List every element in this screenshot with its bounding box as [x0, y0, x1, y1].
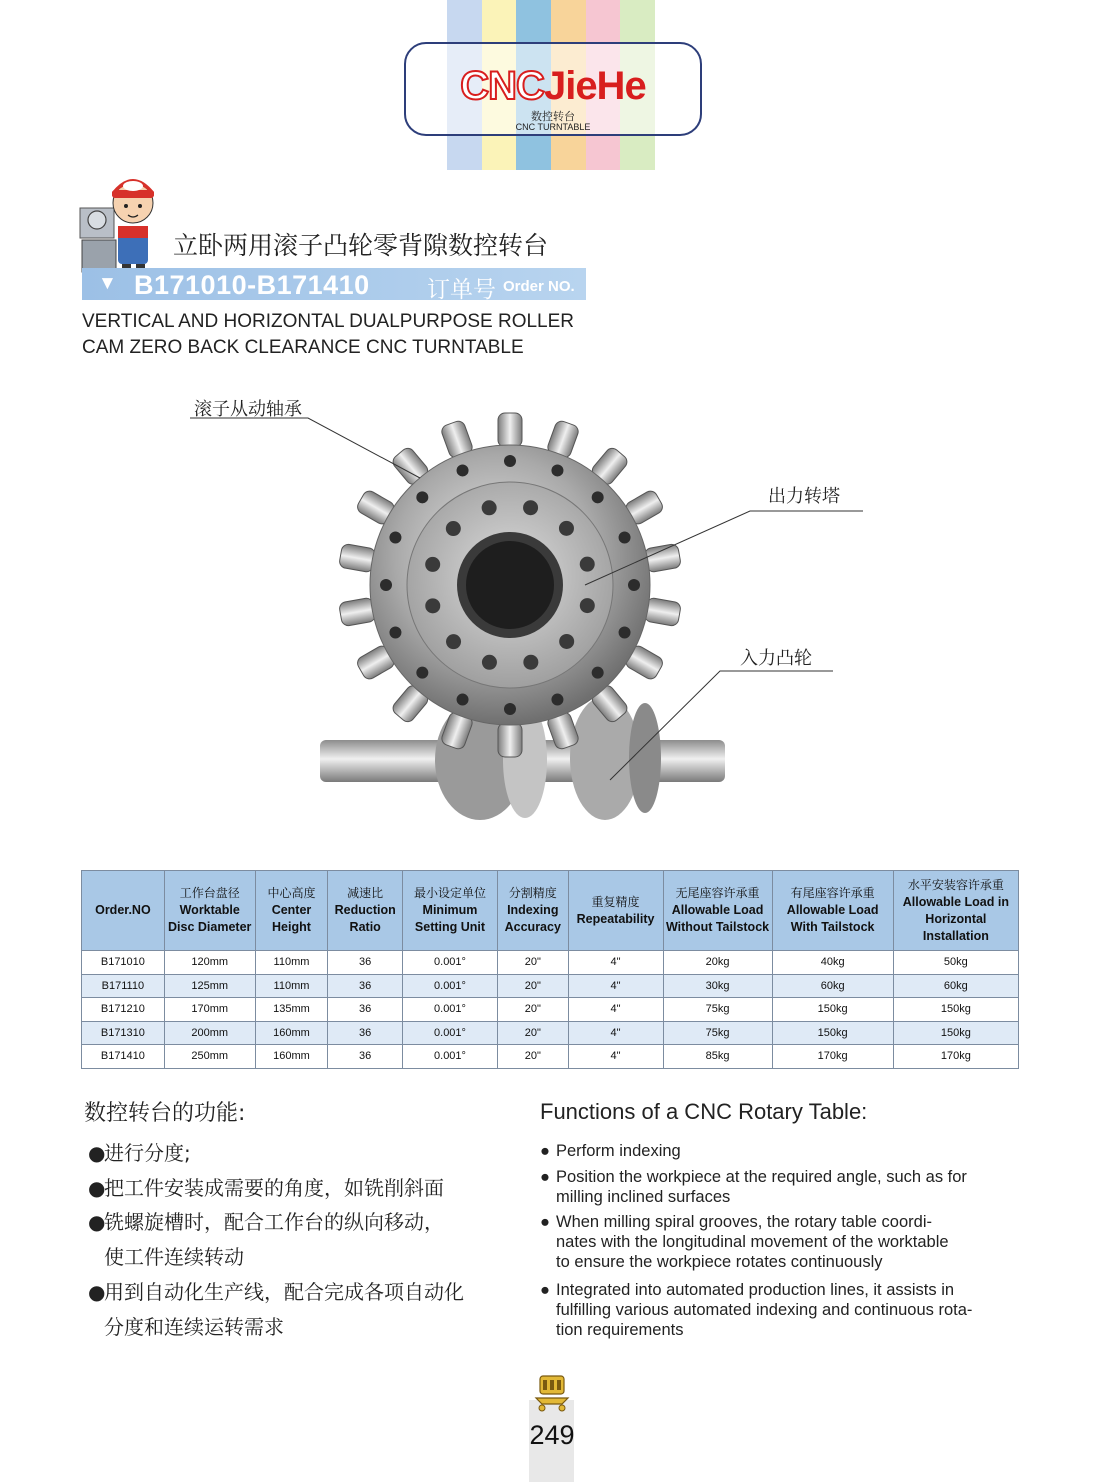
- table-cell: 20": [497, 974, 568, 998]
- bolt-hole: [551, 464, 563, 476]
- table-header-cell: [164, 871, 255, 951]
- header-label-en: Allowable Load With Tailstock: [786, 903, 879, 934]
- table-row: [82, 1021, 1019, 1045]
- function-item-cn: [88, 1171, 444, 1205]
- header-label-en: Reduction Ratio: [334, 903, 396, 934]
- function-item-cn: [88, 1136, 191, 1170]
- table-cell: 110mm: [255, 951, 328, 975]
- table-cell: 150kg: [893, 1021, 1018, 1045]
- table-cell: 0.001°: [403, 1021, 498, 1045]
- bolt-hole: [416, 667, 428, 679]
- logo-subtitle-cn: 数控转台: [531, 111, 575, 123]
- title-en-line-1: VERTICAL AND HORIZONTAL DUALPURPOSE ROLLER: [82, 311, 575, 332]
- function-text: 进行分度;: [104, 1141, 191, 1165]
- table-header-cell: [255, 871, 328, 951]
- table-cell: 150kg: [893, 998, 1018, 1022]
- table-cell: 0.001°: [403, 974, 498, 998]
- center-bore-inner: [466, 541, 554, 629]
- header-label-en: Minimum Setting Unit: [414, 903, 486, 934]
- header-label-en: Allowable Load in Horizontal Installation: [902, 894, 1009, 943]
- bolt-hole: [416, 491, 428, 503]
- bolt-hole: [619, 626, 631, 638]
- function-text: tion requirements: [556, 1321, 684, 1339]
- function-item-cn-cont: 分度和连续运转需求: [104, 1315, 284, 1339]
- table-cell: 170kg: [772, 1045, 893, 1069]
- table-header-cell: [893, 871, 1018, 951]
- table-cell: 36: [328, 951, 403, 975]
- header-label-en: Center Height: [271, 903, 312, 934]
- brand-logo: [404, 42, 702, 136]
- function-text: Position the workpiece at the required angle, such as for: [556, 1168, 967, 1186]
- leader-line-bearing: [190, 418, 420, 478]
- table-cell: B171310: [82, 1021, 165, 1045]
- table-cell: 110mm: [255, 974, 328, 998]
- logo-wordmark: [406, 64, 700, 109]
- bolt-hole: [592, 667, 604, 679]
- bolt-hole: [580, 557, 595, 572]
- function-text: 把工件安装成需要的角度，如铣削斜面: [104, 1176, 444, 1200]
- table-cell: 150kg: [772, 998, 893, 1022]
- table-cell: 0.001°: [403, 951, 498, 975]
- bullet-icon: ●: [540, 1168, 550, 1186]
- product-title-en: [82, 309, 574, 361]
- table-cell: 200mm: [164, 1021, 255, 1045]
- product-figure: [180, 380, 900, 850]
- table-header-cell: [568, 871, 663, 951]
- product-title-cn: 立卧两用滚子凸轮零背隙数控转台: [173, 231, 549, 260]
- function-text: fulfilling various automated indexing and continuous rota-: [556, 1301, 973, 1319]
- bolt-hole: [482, 655, 497, 670]
- bolt-hole: [389, 532, 401, 544]
- table-cell: 20kg: [663, 951, 772, 975]
- function-text: 铣螺旋槽时，配合工作台的纵向移动，: [104, 1210, 444, 1234]
- table-cell: 4": [568, 951, 663, 975]
- turntable-icon: [532, 1372, 572, 1412]
- table-cell: 170mm: [164, 998, 255, 1022]
- bolt-hole: [457, 464, 469, 476]
- header-label-cn: 无尾座容许承重: [675, 886, 760, 900]
- bolt-hole: [619, 532, 631, 544]
- callout-input-cam: 入力凸轮: [740, 648, 812, 669]
- order-label-en: Order NO.: [503, 278, 575, 295]
- callout-roller-bearing: 滚子从动轴承: [194, 399, 302, 420]
- table-header-cell: [772, 871, 893, 951]
- mascot-illustration: [78, 168, 170, 274]
- cam-lobe: [629, 703, 661, 813]
- header-label-en: Repeatability: [576, 911, 655, 926]
- table-cell: 4": [568, 998, 663, 1022]
- function-item-cn: [88, 1275, 464, 1309]
- table-cell: 20": [497, 1045, 568, 1069]
- table-cell: B171110: [82, 974, 165, 998]
- bolt-hole: [380, 579, 392, 591]
- title-en-line-2: CAM ZERO BACK CLEARANCE CNC TURNTABLE: [82, 337, 524, 358]
- bolt-hole: [551, 694, 563, 706]
- table-cell: 0.001°: [403, 998, 498, 1022]
- function-text: Perform indexing: [556, 1142, 681, 1160]
- bolt-hole: [425, 598, 440, 613]
- function-item-en: [540, 1280, 972, 1340]
- table-cell: 36: [328, 1045, 403, 1069]
- bolt-hole: [425, 557, 440, 572]
- table-cell: 150kg: [772, 1021, 893, 1045]
- bolt-hole: [559, 521, 574, 536]
- header-label-cn: 有尾座容许承重: [790, 886, 875, 900]
- logo-jiehe-text: JieHe: [543, 64, 646, 108]
- cam-turntable-drawing: [180, 380, 900, 850]
- table-cell: 75kg: [663, 998, 772, 1022]
- function-item-cn: [88, 1205, 444, 1239]
- bullet-icon: ●: [540, 1213, 550, 1231]
- table-cell: 170kg: [893, 1045, 1018, 1069]
- bolt-hole: [523, 655, 538, 670]
- table-cell: 160mm: [255, 1045, 328, 1069]
- table-cell: 4": [568, 1045, 663, 1069]
- table-cell: 30kg: [663, 974, 772, 998]
- table-cell: 50kg: [893, 951, 1018, 975]
- function-item-en: [540, 1167, 967, 1207]
- table-cell: B171410: [82, 1045, 165, 1069]
- table-cell: 125mm: [164, 974, 255, 998]
- function-text: Integrated into automated production lines, it assists in: [556, 1281, 955, 1299]
- bolt-hole: [592, 491, 604, 503]
- header-label-cn: 最小设定单位: [413, 886, 486, 900]
- header-label-cn: 分割精度: [508, 886, 557, 900]
- order-code-range: B171010-B171410: [134, 270, 370, 300]
- bullet-icon: ●: [88, 1176, 106, 1200]
- function-text: milling inclined surfaces: [556, 1188, 731, 1206]
- order-label-cn: 订单号: [427, 277, 496, 303]
- functions-title-en: Functions of a CNC Rotary Table:: [540, 1099, 868, 1124]
- function-item-en: [540, 1141, 681, 1161]
- table-cell: 20": [497, 951, 568, 975]
- table-header-cell: [663, 871, 772, 951]
- bolt-hole: [628, 579, 640, 591]
- table-cell: 120mm: [164, 951, 255, 975]
- header-label-en: Order.NO: [95, 903, 151, 917]
- table-cell: 135mm: [255, 998, 328, 1022]
- function-item-en: [540, 1212, 949, 1272]
- roller: [498, 723, 522, 757]
- table-header-cell: [497, 871, 568, 951]
- logo-subtitle-en: CNC TURNTABLE: [515, 122, 591, 132]
- function-text: 用到自动化生产线，配合完成各项自动化: [104, 1280, 464, 1304]
- table-row: [82, 974, 1019, 998]
- table-cell: 0.001°: [403, 1045, 498, 1069]
- table-cell: 60kg: [893, 974, 1018, 998]
- function-text: When milling spiral grooves, the rotary table coordi-: [556, 1213, 932, 1231]
- function-text: nates with the longitudinal movement of the worktable: [556, 1233, 949, 1251]
- bolt-hole: [389, 626, 401, 638]
- table-cell: 36: [328, 1021, 403, 1045]
- table-cell: 160mm: [255, 1021, 328, 1045]
- header-label-cn: 水平安装容许承重: [907, 877, 1004, 892]
- logo-cnc-text: CNC: [460, 64, 544, 108]
- table-header-cell: [403, 871, 498, 951]
- bullet-icon: ●: [88, 1141, 106, 1165]
- bullet-icon: ●: [88, 1280, 106, 1304]
- roller: [498, 413, 522, 447]
- table-row: [82, 951, 1019, 975]
- table-cell: B171210: [82, 998, 165, 1022]
- header-label-cn: 中心高度: [267, 886, 316, 900]
- bolt-hole: [504, 703, 516, 715]
- function-text: to ensure the workpiece rotates continuously: [556, 1253, 883, 1271]
- header-label-cn: 工作台盘径: [179, 886, 240, 900]
- header-label-en: Indexing Accuracy: [504, 903, 561, 934]
- header-label-en: Allowable Load Without Tailstock: [665, 903, 770, 934]
- bolt-hole: [559, 634, 574, 649]
- page-number: 249: [529, 1420, 575, 1450]
- table-cell: 75kg: [663, 1021, 772, 1045]
- table-cell: 85kg: [663, 1045, 772, 1069]
- bullet-icon: ●: [540, 1142, 550, 1160]
- bolt-hole: [523, 500, 538, 515]
- table-header-row: [82, 871, 1019, 951]
- order-number-bar: [82, 268, 586, 303]
- bolt-hole: [446, 521, 461, 536]
- table-cell: B171010: [82, 951, 165, 975]
- bullet-icon: ●: [88, 1210, 106, 1234]
- function-item-cn-cont: 使工件连续转动: [104, 1245, 244, 1269]
- table-cell: 250mm: [164, 1045, 255, 1069]
- table-cell: 40kg: [772, 951, 893, 975]
- header-label-cn: 减速比: [347, 886, 384, 900]
- table-cell: 60kg: [772, 974, 893, 998]
- bolt-hole: [446, 634, 461, 649]
- bolt-hole: [504, 455, 516, 467]
- spec-table: [81, 870, 1019, 1069]
- bolt-hole: [580, 598, 595, 613]
- table-cell: 20": [497, 1021, 568, 1045]
- bullet-icon: ●: [540, 1281, 550, 1299]
- table-row: [82, 1045, 1019, 1069]
- table-row: [82, 998, 1019, 1022]
- table-body: [82, 951, 1019, 1069]
- table-cell: 4": [568, 1021, 663, 1045]
- table-header-cell: [328, 871, 403, 951]
- table-cell: 36: [328, 974, 403, 998]
- table-cell: 20": [497, 998, 568, 1022]
- header-label-en: Worktable Disc Diameter: [168, 903, 252, 934]
- callout-output-turret: 出力转塔: [768, 486, 840, 507]
- functions-title-cn: 数控转台的功能:: [84, 1101, 246, 1126]
- header-label-cn: 重复精度: [591, 894, 640, 909]
- bolt-hole: [457, 694, 469, 706]
- table-header-cell: [82, 871, 165, 951]
- triangle-icon: ▼: [98, 273, 117, 294]
- table-cell: 36: [328, 998, 403, 1022]
- bolt-hole: [482, 500, 497, 515]
- table-cell: 4": [568, 974, 663, 998]
